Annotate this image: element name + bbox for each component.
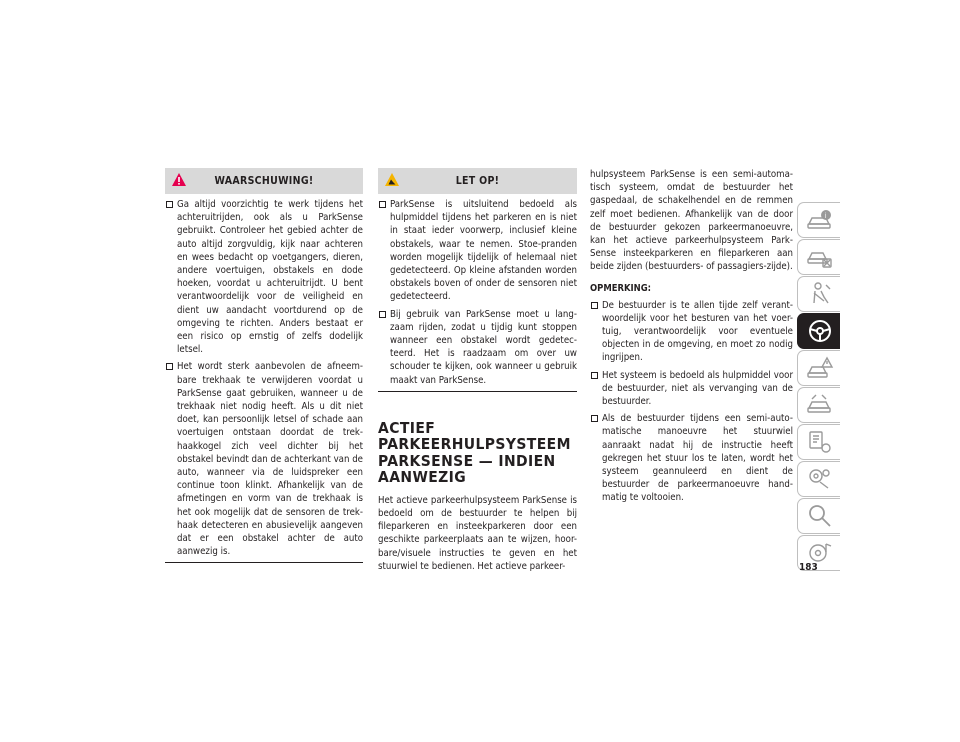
right-column [590, 168, 793, 505]
car-info-icon [806, 207, 834, 233]
warning-header [165, 168, 363, 194]
steering-wheel-icon [806, 318, 834, 344]
note-item: Het systeem is bedoeld als hulpmiddel voor de bestuurder, niet als vervanging van de bestuurder. [590, 369, 793, 409]
section-heading-line: AANWEZIG [378, 468, 467, 487]
caution-triangle-icon [384, 172, 400, 187]
tab-car-info[interactable] [797, 202, 840, 238]
car-breakdown-icon [806, 392, 834, 418]
note-item: De bestuurder is te allen tijde zelf verant-woordelijk voor het besturen van het voer-tuig, verantwoordelijk voor eventuele objecten in de omgeving, en moet zo nodig ingrijpen. [590, 299, 793, 365]
tab-breakdown[interactable] [797, 387, 840, 423]
tab-seat-belt-airbag[interactable] [797, 276, 840, 312]
section-heading-line: PARKSENSE — INDIEN [378, 451, 556, 470]
caution-item: ParkSense is uitsluitend bedoeld als hulpmiddel tijdens het parkeren en is niet in staat ieder voorwerp, inclusief kleine obstakels, waar te nemen. Stoe-pranden worden mogelijk tijdelijk of helemaal niet gedetecteerd. Op kleine afstanden worden obstakels boven of onder de sensoren niet gedetecteerd. [378, 198, 577, 304]
warning-triangle-icon [171, 172, 187, 187]
section-heading-line: PARKEERHULPSYSTEEM [378, 435, 571, 454]
svg-text:i: i [824, 212, 827, 220]
middle-column [378, 168, 577, 573]
warning-column [165, 168, 363, 563]
tab-car-keys[interactable] [797, 239, 840, 275]
note-item: Als de bestuurder tijdens een semi-auto-matische manoeuvre het stuurwiel aanraakt nadat hij de instructie heeft gekregen het stuur los te laten, wordt het systeem geannuleerd en dient de bestuurder de parkeermanoeuvre hand-matig te voltooien. [590, 412, 793, 504]
technical-specs-icon [806, 466, 834, 492]
search-index-icon [806, 503, 834, 529]
tab-driving[interactable] [797, 313, 840, 349]
tab-warning-lights[interactable] [797, 350, 840, 386]
section-intro: Het actieve parkeerhulpsysteem ParkSense is bedoeld om de bestuurder te helpen bij fileparkeren en insteekparkeren door een geschikte parkeerplaats aan te wijzen, hoor-bare/visuele instructies te geven en het stuurwiel te bedienen. Het actieve parkeer- [378, 494, 577, 572]
seat-belt-airbag-icon [806, 281, 834, 307]
note-label: OPMERKING: [590, 282, 652, 294]
warning-box [165, 168, 363, 563]
maintenance-icon [806, 429, 834, 455]
tab-technical-specs[interactable] [797, 461, 840, 497]
warning-title: WAARSCHUWING! [214, 175, 314, 187]
section-heading [378, 420, 577, 486]
warning-item: Ga altijd voorzichtig te werk tijdens het achteruitrijden, ook als u ParkSense gebruikt. Controleer het gebied achter de auto altijd zorgvuldig, kijk naar achteren en wees bedacht op voetgangers, dieren, andere voertuigen, obstakels en dode hoeken, voordat u achteruitrijdt. U bent verantwoordelijk voor de veiligheid en dient uw aandacht voortdurend op de omgeving te richten. Anders bestaat er een risico op ernstig of zelfs dodelijk letsel. [165, 198, 363, 356]
caution-item: Bij gebruik van ParkSense moet u lang-zaam rijden, zodat u tijdig kunt stoppen wanneer een obstakel wordt gedetec-teerd. Het is raadzaam om over uw schouder te kijken, ook wanneer u gebruik maakt van ParkSense. [378, 308, 577, 387]
warning-lights-icon [806, 355, 834, 381]
warning-item: Het wordt sterk aanbevolen de afneem-bare trekhaak te verwijderen voordat u ParkSense gaat gebruiken, wanneer u de trekhaak niet nodig heeft. Als u dit niet doet, kan persoonlijk letsel of schade aan voertuigen ontstaan doordat de trek-haakkogel zich veel dichter bij het obstakel bevindt dan de achterkant van de auto, wanneer via de luidspreker een continue toon klinkt. Afhankelijk van de afmetingen en vorm van de trekhaak is het ook mogelijk dat de sensoren de trek-haak detecteren en abusievelijk aangeven dat er een obstakel achter de auto aanwezig is. [165, 360, 363, 558]
car-keys-icon [806, 244, 834, 270]
tab-index[interactable] [797, 498, 840, 534]
page-number: 183 [799, 562, 818, 573]
caution-box [378, 168, 577, 392]
section-continued-text: hulpsysteem ParkSense is een semi-automa-tisch systeem, omdat de bestuurder het gaspedaal, de schakelhendel en de remmen zelf moet bedienen. Afhankelijk van de door de bestuurder gekozen parkeermanoeuvre, kan het actieve parkeerhulpsysteem Park-Sense insteekparkeren en fileparkeren aan beide zijden (bestuurders- of passagiers-zijde). [590, 169, 793, 273]
caution-header [378, 168, 577, 194]
tab-maintenance[interactable] [797, 424, 840, 460]
chapter-tabs [797, 202, 841, 572]
caution-title: LET OP! [455, 175, 500, 187]
section-heading-line: ACTIEF [378, 418, 436, 437]
